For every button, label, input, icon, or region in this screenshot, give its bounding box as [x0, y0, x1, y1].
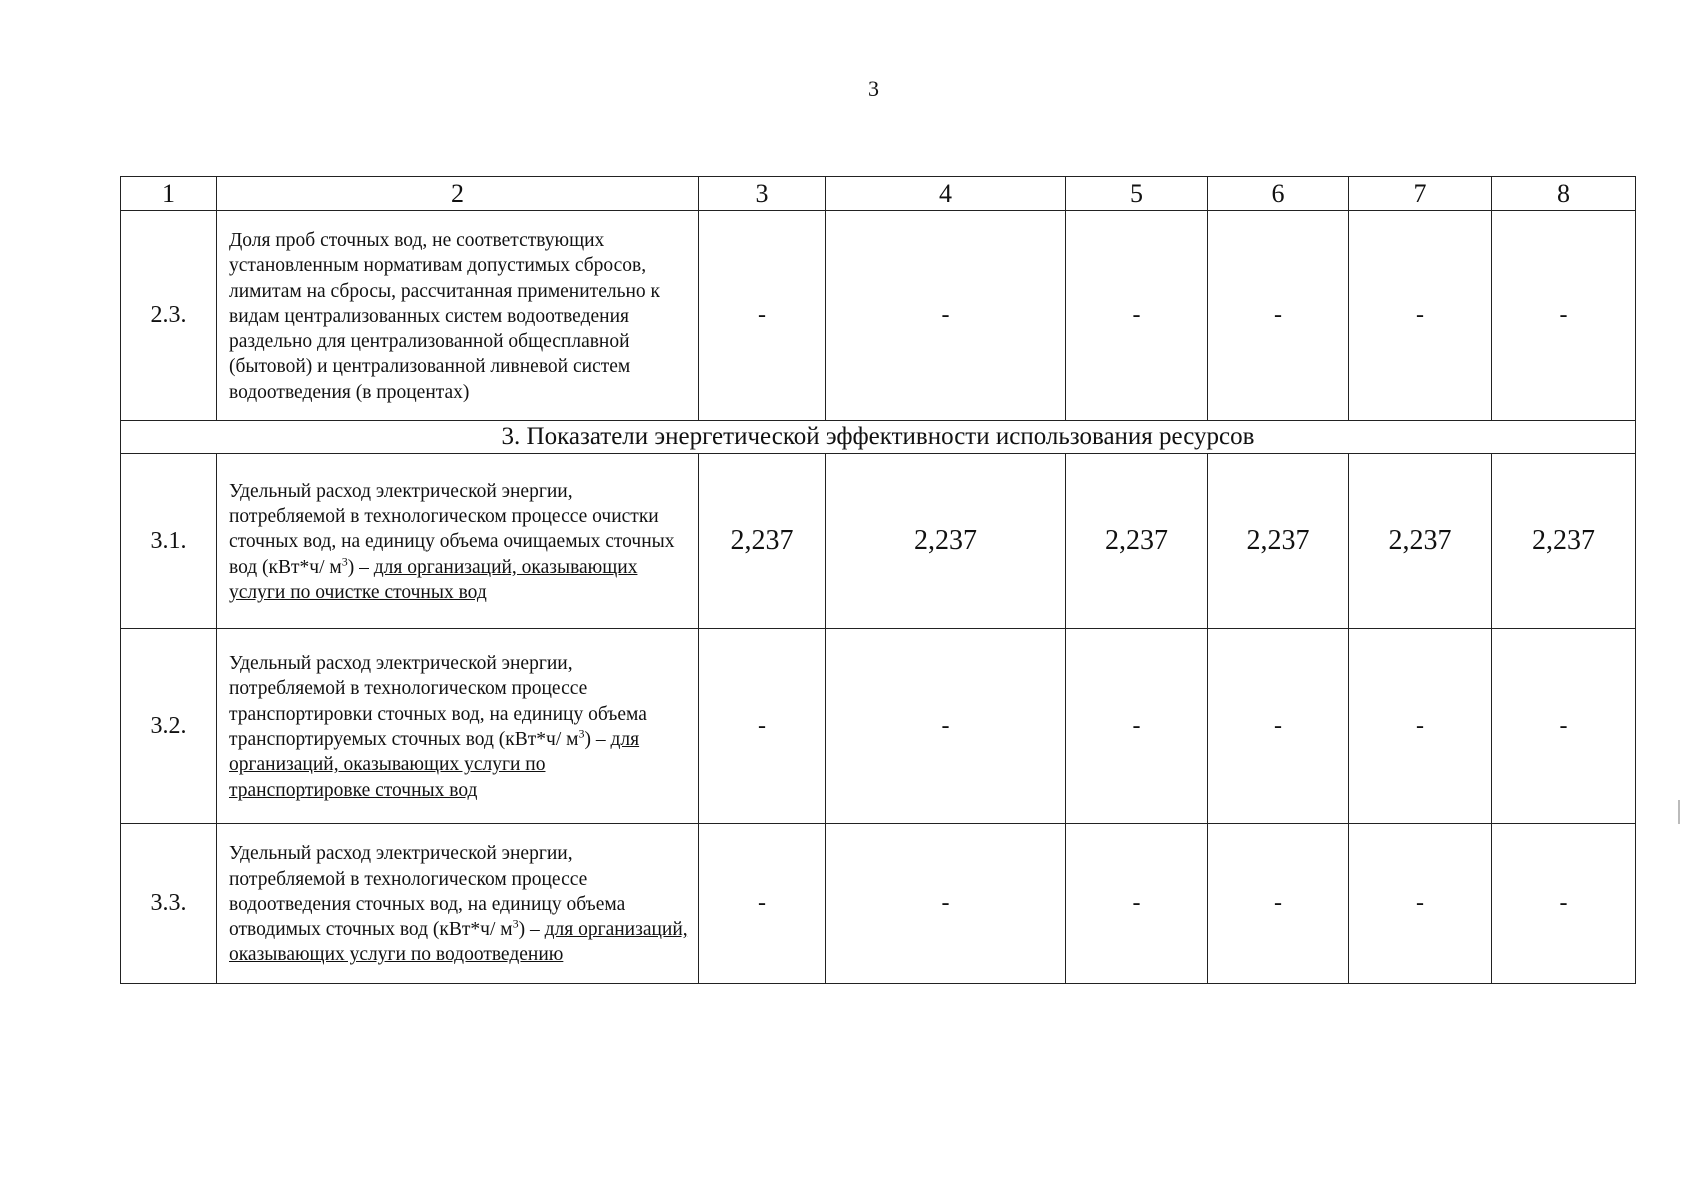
row-value-3: 2,237 [699, 454, 826, 629]
description-connector: ) – [347, 556, 374, 578]
row-value-5: 2,237 [1066, 454, 1208, 629]
row-description [217, 454, 699, 629]
table-row-2-3 [121, 211, 1636, 421]
description-underlined: для организаций, оказывающих услуги по транспортировке сточных вод [229, 729, 640, 801]
col-header-8: 8 [1492, 177, 1636, 211]
superscript: 3 [578, 726, 585, 741]
row-description [217, 629, 699, 824]
description-underlined: для организаций, оказывающих услуги по водоотведению [229, 919, 688, 966]
description-text: Удельный расход электрической энергии, потребляемой в технологическом процессе водоотведения сточных вод, на единицу объема отводимых сточных вод (кВт*ч/ м [229, 843, 626, 941]
row-value-6: - [1208, 211, 1349, 421]
row-value-8: 2,237 [1492, 454, 1636, 629]
row-value-6: - [1208, 629, 1349, 824]
row-value-6: - [1208, 824, 1349, 984]
indicators-table [120, 176, 1636, 984]
row-number: 3.3. [121, 824, 217, 984]
col-header-2: 2 [217, 177, 699, 211]
scan-margin-mark [1678, 800, 1680, 824]
col-header-5: 5 [1066, 177, 1208, 211]
table-row-3-3 [121, 824, 1636, 984]
page-number: 3 [868, 76, 879, 101]
row-value-3: - [699, 211, 826, 421]
row-value-4: - [826, 824, 1066, 984]
row-value-7: - [1349, 629, 1492, 824]
col-header-7: 7 [1349, 177, 1492, 211]
superscript: 3 [341, 554, 348, 569]
description-underlined: для организаций, оказывающих услуги по очистке сточных вод [229, 556, 638, 603]
section-title: 3. Показатели энергетической эффективности использования ресурсов [121, 421, 1636, 454]
table-row-3-1 [121, 454, 1636, 629]
description-text: Удельный расход электрической энергии, потребляемой в технологическом процессе транспортировки сточных вод, на единицу объема транспортируемых сточных вод (кВт*ч/ м [229, 653, 647, 750]
row-number: 3.1. [121, 454, 217, 629]
superscript: 3 [512, 916, 519, 931]
row-value-4: 2,237 [826, 454, 1066, 629]
row-value-8: - [1492, 824, 1636, 984]
col-header-4: 4 [826, 177, 1066, 211]
row-value-7: - [1349, 211, 1492, 421]
row-number: 3.2. [121, 629, 217, 824]
row-description [217, 824, 699, 984]
row-value-8: - [1492, 629, 1636, 824]
column-number-row [121, 177, 1636, 211]
row-value-5: - [1066, 629, 1208, 824]
col-header-3: 3 [699, 177, 826, 211]
col-header-6: 6 [1208, 177, 1349, 211]
row-value-8: - [1492, 211, 1636, 421]
row-value-4: - [826, 629, 1066, 824]
row-value-7: - [1349, 824, 1492, 984]
description-connector: ) – [584, 729, 611, 750]
description-connector: ) – [518, 919, 545, 941]
row-value-4: - [826, 211, 1066, 421]
row-value-3: - [699, 629, 826, 824]
row-value-5: - [1066, 824, 1208, 984]
description-text: Удельный расход электрической энергии, потребляемой в технологическом процессе очистки сточных вод, на единицу объема очищаемых сточных вод (кВт*ч/ м [229, 480, 675, 578]
table-row-3-2 [121, 629, 1636, 824]
col-header-1: 1 [121, 177, 217, 211]
row-value-6: 2,237 [1208, 454, 1349, 629]
section-row-3 [121, 421, 1636, 454]
row-value-5: - [1066, 211, 1208, 421]
row-value-7: 2,237 [1349, 454, 1492, 629]
row-description: Доля проб сточных вод, не соответствующих установленным нормативам допустимых сбросов, лимитам на сбросы, рассчитанная применительно к видам централизованных систем водоотведения раздельно для централизованной общесплавной (бытовой) и централизованной ливневой систем водоотведения (в процентах) [217, 211, 699, 421]
row-value-3: - [699, 824, 826, 984]
row-number: 2.3. [121, 211, 217, 421]
